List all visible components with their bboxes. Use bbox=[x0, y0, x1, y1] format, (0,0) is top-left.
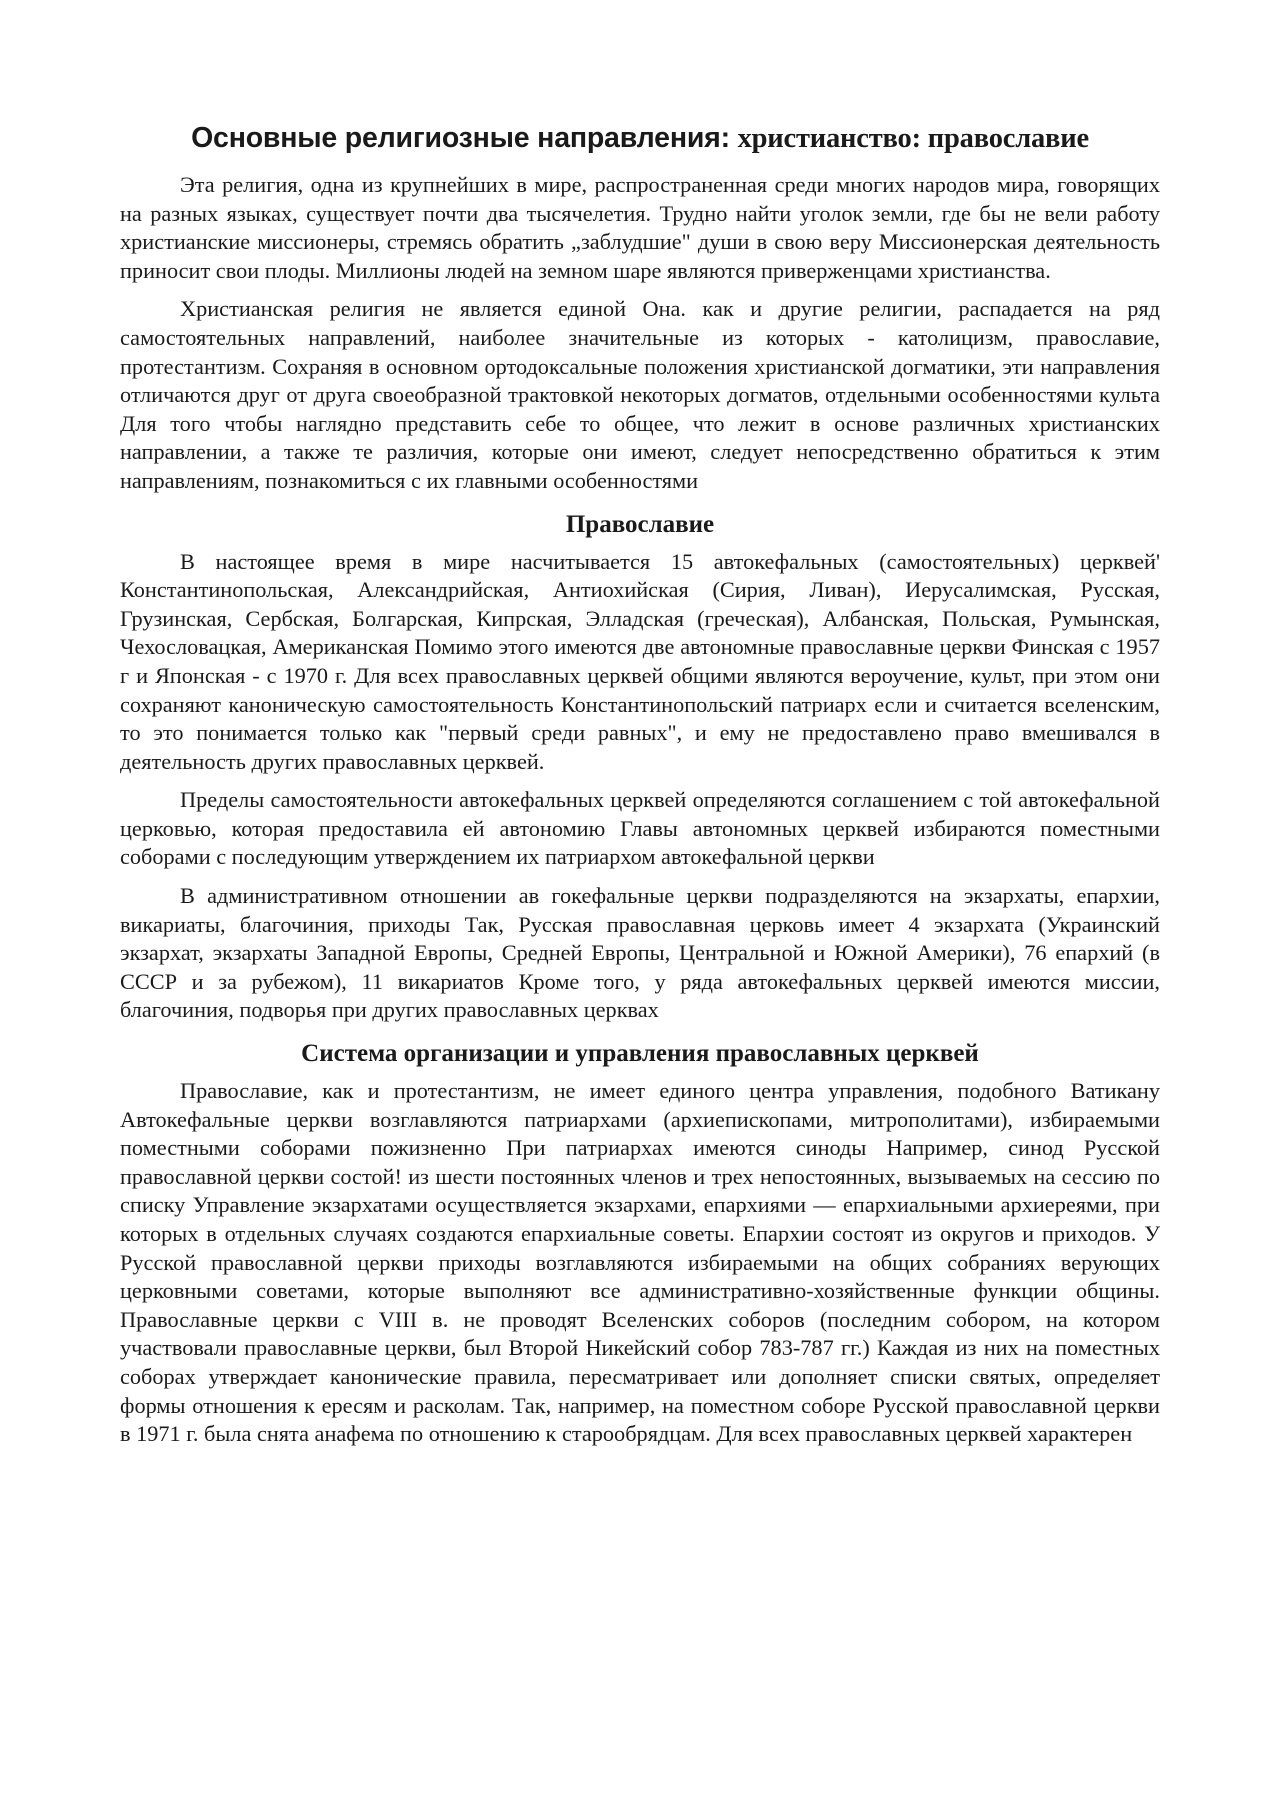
section-heading-orthodoxy: Православие bbox=[565, 510, 715, 538]
orthodoxy-paragraph-3: В административном отношении ав гокефальные церкви подразделяются на экзархаты, епархии, викариаты, благочиния, приходы Так, Русская православная церковь имеет 4 экзархата (Украинский экзархат, экзархаты Западной Европы, Средней Европы, Центральной и Южной Америки), 76 епархий (в СССР и за рубежом), 11 викариатов Кроме того, у ряда автокефальных церквей имеются миссии, благочиния, подворья при других православных церквах bbox=[120, 883, 1160, 1023]
intro-paragraph-1: Эта религия, одна из крупнейших в мире, распространенная среди многих народов мира, говорящих на разных языках, существует почти два тысячелетия. Трудно найти уголок земли, где бы не вели работу христианские миссионеры, стремясь обратить „заблудшие" души в свою веру Миссионерская деятельность приносит свои плоды. Миллионы людей на земном шаре являются приверженцами христианства. bbox=[120, 172, 1160, 283]
orthodoxy-paragraph-1: В настоящее время в мире насчитывается 15 автокефальных (самостоятельных) церквей' Константинопольская, Александрийская, Антиохийская (Сирия, Ливан), Иерусалимская, Русская, Грузинская, Сербская, Болгарская, Кипрская, Элладская (греческая), Албанская, Польская, Румынская, Чехословацкая, Американская Помимо этого имеются две автономные православные церкви Финская с 1957 г и Японская - с 1970 г. Для всех православных церквей общими являются вероучение, культ, при этом они сохраняют каноническую самостоятельность Константинопольский патриарх если и считается вселенским, то это понимается только как "первый среди равных", и ему не предоставлено право вмешивался в деятельность других православных церквей. bbox=[120, 548, 1160, 774]
system-paragraph-1: Православие, как и протестантизм, не имеет единого центра управления, подобного Ватикану Автокефальные церкви возглавляются патриархами (архиепископами, митрополитами), избираемыми поместными соборами пожизненно При патриархах имеются синоды Например, синод Русской православной церкви состой! из шести постоянных членов и трех непостоянных, вызываемых на сессию по списку Управление экзархатами осуществляется экзархами, епархиями — епархиальными архиереями, при которых в отдельных случаях создаются епархиальные советы. Епархии состоят из округов и приходов. У Русской православной церкви приходы возглавляются избираемыми на общих собраниях верующих церковными советами, которые выполняют все административно-хозяйственные функции общины. Православные церкви с VIII в. не проводят Вселенских соборов (последним собором, на котором участвовали православные церкви, был Второй Никейский собор 783-787 гг.) Каждая из них на поместных соборах утверждает канонические правила, пересматривает или дополняет списки святых, определяет формы отношения к ересям и расколам. Так, например, на поместном соборе Русской православной церкви в 1971 г. была снята анафема по отношению к старообрядцам. Для всех православных церквей характерен bbox=[120, 1078, 1160, 1447]
intro-paragraph-2: Христианская религия не является единой Она. как и другие религии, распадается на ряд самостоятельных направлений, наиболее значительные из которых - католицизм, православие, протестантизм. Сохраняя в основном ортодоксальные положения христианской догматики, эти направления отличаются друг от друга своеобразной трактовкой некоторых догматов, отдельными особенностями культа Для того чтобы наглядно представить себе то общее, что лежит в основе различных христианских направлении, а также те различия, которые они имеют, следует непосредственно обратиться к этим направлениям, познакомиться с их главными особенностями bbox=[120, 296, 1160, 493]
section-heading-system: Система организации и управления православных церквей bbox=[301, 1040, 979, 1068]
document-page bbox=[120, 118, 1160, 1459]
document-title-sub: христианство: православие bbox=[737, 123, 1089, 154]
document-title-main: Основные религиозные направления: bbox=[191, 122, 738, 154]
document-title bbox=[120, 118, 1160, 159]
orthodoxy-paragraph-2: Пределы самостоятельности автокефальных церквей определяются соглашением с той автокефальной церковью, которая предоставила ей автономию Главы автономных церквей избираются поместными соборами с последующим утверждением их патриархом автокефальной церкви bbox=[120, 787, 1160, 870]
